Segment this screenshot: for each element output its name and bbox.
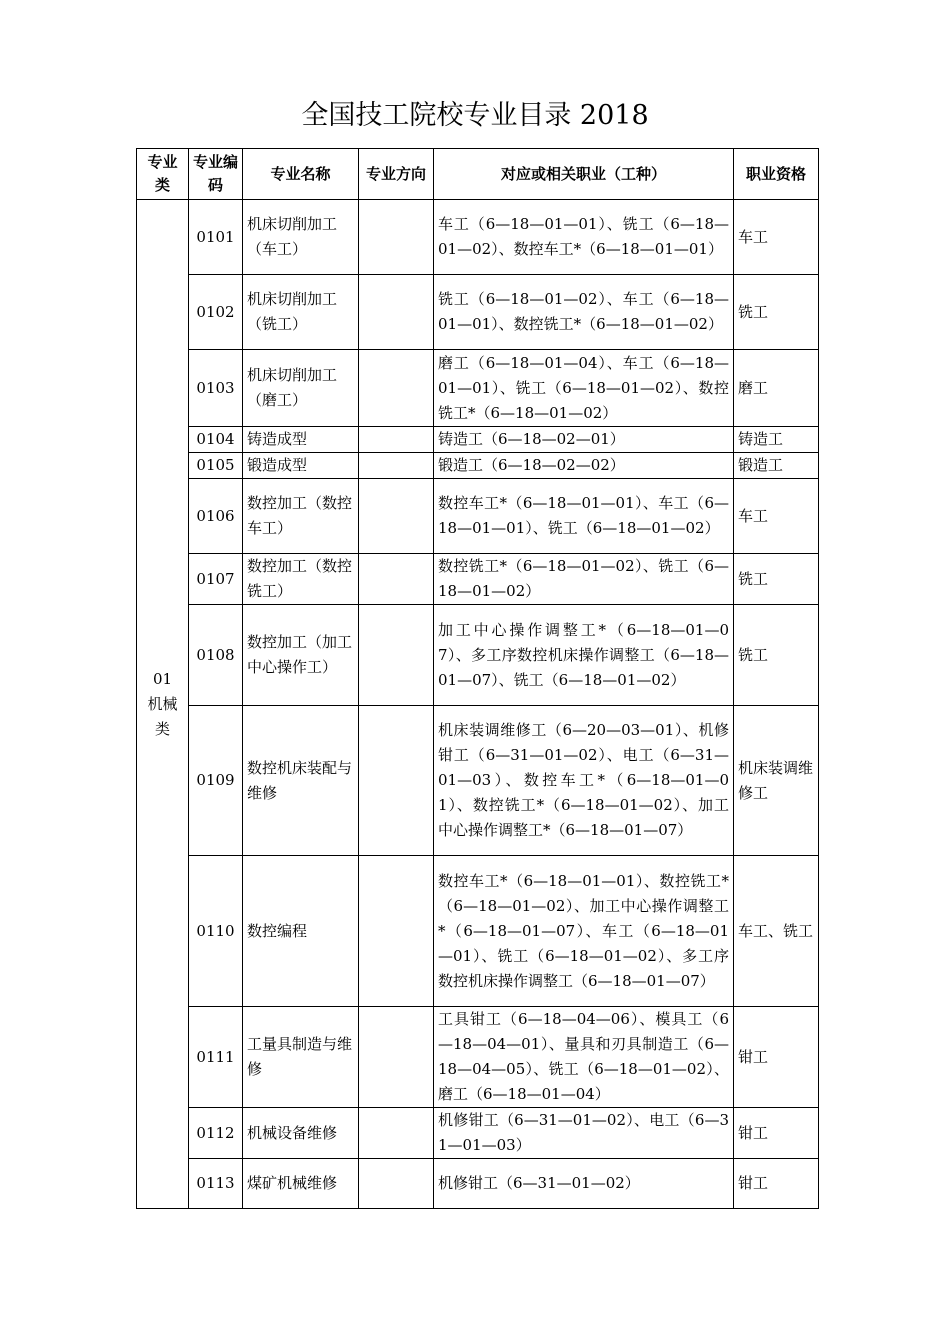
specialty-code: 0106 (189, 479, 243, 554)
header-row (137, 149, 819, 200)
specialty-code: 0105 (189, 453, 243, 479)
document-title: 全国技工院校专业目录 2018 (301, 100, 649, 131)
table-row (137, 1007, 819, 1108)
specialty-code: 0110 (189, 856, 243, 1007)
specialty-direction (359, 1007, 434, 1108)
category-cell (137, 200, 189, 1209)
qualification: 车工 (734, 479, 819, 554)
related-occupations: 铸造工（6—18—02—01） (434, 427, 734, 453)
category-code: 01 (152, 669, 173, 688)
table-row (137, 1159, 819, 1209)
related-occupations: 车工（6—18—01—01）、铣工（6—18—01—02）、数控车工*（6—18—01—01） (434, 200, 734, 275)
specialty-code: 0111 (189, 1007, 243, 1108)
specialty-direction (359, 200, 434, 275)
specialty-name: 铸造成型 (243, 427, 359, 453)
qualification: 铣工 (734, 605, 819, 706)
related-occupations: 铣工（6—18—01—02）、车工（6—18—01—01）、数控铣工*（6—18—01—02） (434, 275, 734, 350)
table-row (137, 275, 819, 350)
related-occupations: 数控车工*（6—18—01—01）、数控铣工*（6—18—01—02）、加工中心操作调整工*（6—18—01—07）、车工（6—18—01—01）、铣工（6—18—01—02）、多工序数控机床操作调整工（6—18—01—07） (434, 856, 734, 1007)
specialty-code: 0112 (189, 1108, 243, 1159)
related-occupations: 机床装调维修工（6—20—03—01）、机修钳工（6—31—01—02）、电工（6—31—01—03）、数控车工*（6—18—01—01）、数控铣工*（6—18—01—02）、加工中心操作调整工*（6—18—01—07） (434, 706, 734, 856)
specialty-name: 机床切削加工（铣工） (243, 275, 359, 350)
related-occupations: 机修钳工（6—31—01—02） (434, 1159, 734, 1209)
specialty-name: 工量具制造与维修 (243, 1007, 359, 1108)
specialty-code: 0113 (189, 1159, 243, 1209)
related-occupations: 数控车工*（6—18—01—01）、车工（6—18—01—01）、铣工（6—18—01—02） (434, 479, 734, 554)
specialty-direction (359, 856, 434, 1007)
specialty-direction (359, 479, 434, 554)
table-row (137, 554, 819, 605)
related-occupations: 机修钳工（6—31—01—02）、电工（6—31—01—03） (434, 1108, 734, 1159)
specialty-code: 0108 (189, 605, 243, 706)
specialty-direction (359, 554, 434, 605)
header-code: 专业编码 (189, 149, 243, 200)
specialty-code: 0103 (189, 350, 243, 427)
specialty-code: 0109 (189, 706, 243, 856)
header-category: 专业类 (137, 149, 189, 200)
related-occupations: 数控铣工*（6—18—01—02）、铣工（6—18—01—02） (434, 554, 734, 605)
table-row (137, 856, 819, 1007)
qualification: 铣工 (734, 554, 819, 605)
table-row (137, 200, 819, 275)
specialty-direction (359, 453, 434, 479)
specialty-catalog-table (136, 148, 819, 1209)
qualification: 钳工 (734, 1108, 819, 1159)
specialty-direction (359, 1159, 434, 1209)
qualification: 车工、铣工 (734, 856, 819, 1007)
specialty-code: 0101 (189, 200, 243, 275)
table-row (137, 350, 819, 427)
related-occupations: 锻造工（6—18—02—02） (434, 453, 734, 479)
category-name: 机械类 (147, 694, 178, 738)
specialty-name: 锻造成型 (243, 453, 359, 479)
related-occupations: 工具钳工（6—18—04—06）、模具工（6—18—04—01）、量具和刃具制造工（6—18—04—05）、铣工（6—18—01—02）、磨工（6—18—01—04） (434, 1007, 734, 1108)
specialty-code: 0102 (189, 275, 243, 350)
qualification: 铣工 (734, 275, 819, 350)
related-occupations: 磨工（6—18—01—04）、车工（6—18—01—01）、铣工（6—18—01—02）、数控铣工*（6—18—01—02） (434, 350, 734, 427)
qualification: 磨工 (734, 350, 819, 427)
specialty-name: 数控编程 (243, 856, 359, 1007)
specialty-name: 数控加工（数控车工） (243, 479, 359, 554)
header-name: 专业名称 (243, 149, 359, 200)
qualification: 机床装调维修工 (734, 706, 819, 856)
specialty-direction (359, 427, 434, 453)
table-row (137, 706, 819, 856)
specialty-direction (359, 605, 434, 706)
specialty-name: 煤矿机械维修 (243, 1159, 359, 1209)
specialty-name: 机械设备维修 (243, 1108, 359, 1159)
table-body (137, 200, 819, 1209)
table-row (137, 453, 819, 479)
specialty-code: 0104 (189, 427, 243, 453)
qualification: 铸造工 (734, 427, 819, 453)
specialty-direction (359, 275, 434, 350)
specialty-name: 数控加工（数控铣工） (243, 554, 359, 605)
specialty-name: 数控加工（加工中心操作工） (243, 605, 359, 706)
qualification: 车工 (734, 200, 819, 275)
specialty-name: 机床切削加工（车工） (243, 200, 359, 275)
qualification: 钳工 (734, 1007, 819, 1108)
related-occupations: 加工中心操作调整工*（6—18—01—07）、多工序数控机床操作调整工（6—18—01—07）、铣工（6—18—01—02） (434, 605, 734, 706)
header-direction: 专业方向 (359, 149, 434, 200)
specialty-name: 机床切削加工（磨工） (243, 350, 359, 427)
qualification: 锻造工 (734, 453, 819, 479)
table-row (137, 479, 819, 554)
specialty-direction (359, 1108, 434, 1159)
table-row (137, 1108, 819, 1159)
specialty-direction (359, 350, 434, 427)
table-row (137, 427, 819, 453)
qualification: 钳工 (734, 1159, 819, 1209)
specialty-code: 0107 (189, 554, 243, 605)
table-row (137, 605, 819, 706)
header-qualification: 职业资格 (734, 149, 819, 200)
specialty-direction (359, 706, 434, 856)
header-occupations: 对应或相关职业（工种） (434, 149, 734, 200)
specialty-name: 数控机床装配与维修 (243, 706, 359, 856)
